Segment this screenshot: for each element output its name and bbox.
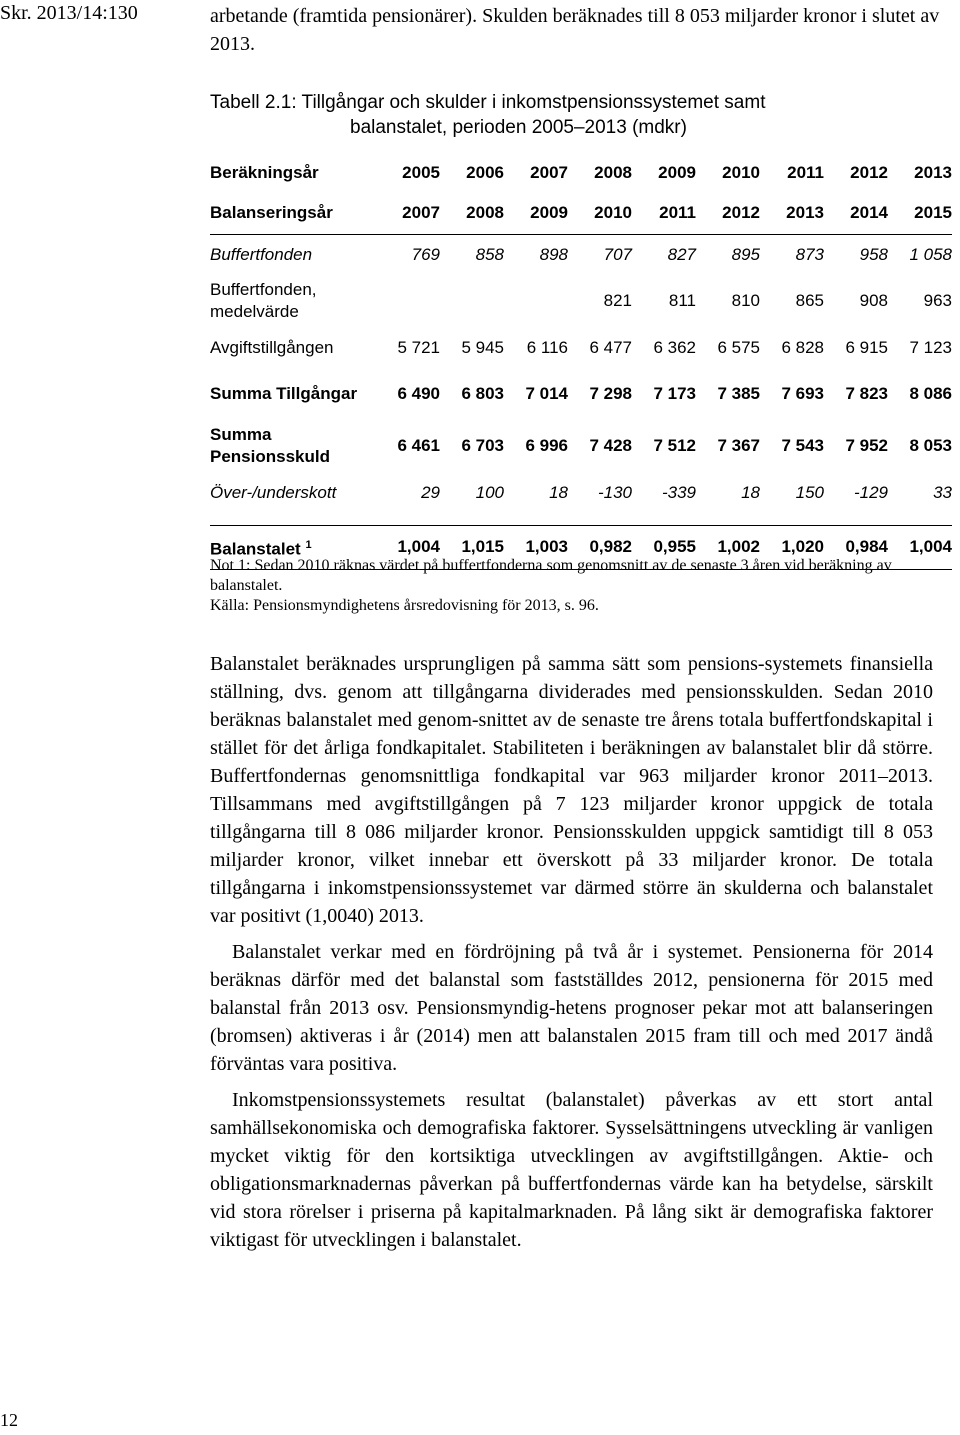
cell: 873 <box>795 244 824 264</box>
paragraph: Inkomstpensionssystemets resultat (balanstalet) påverkas av ett stort antal samhällsekonomiska och demografiska faktorer. Sysselsättningens utveckling är vanligen mycket viktig för den kortsiktiga utvecklingen av avgiftstillgången. Aktie- och obligationsmarknadernas påverkan på buffertfondernas värde kan ha betydelse, särskilt vid stora rörelser i priserna på kapitalmarknaden. På lång sikt är demografiska faktorer viktigast för utvecklingen i balanstalet. <box>210 1089 933 1251</box>
cell: 2011 <box>632 193 696 234</box>
cell: 908 <box>859 291 888 310</box>
cell: 2011 <box>787 162 824 182</box>
cell: 7 123 <box>909 337 952 357</box>
table-row <box>210 327 952 368</box>
cell: 2007 <box>376 193 440 234</box>
page-number: 12 <box>0 1410 18 1430</box>
paragraph: Balanstalet beräknades ursprungligen på samma sätt som pensions-systemets finansiella ställning, dvs. genom att tillgångarna dividerades med pensionsskulden. Sedan 2010 beräknas balanstalet med genom-snittet av de senaste tre årens totala buffertfondskapital i stället för det årliga fondkapitalet. Stabiliteten i beräkningen av balanstalet blir då större. Buffertfondernas genomsnittliga fondkapital var 963 miljarder kronor 2011–2013. Tillsammans med avgiftstillgången på 7 123 miljarder kronor uppgick de totala tillgångarna till 8 086 miljarder kronor. Pensionsskulden uppgick samtidigt till 8 053 miljarder kronor, vilket innebar ett överskott på 33 miljarder kronor. De totala tillgångarna i inkomstpensionssystemet var därmed större än skulderna och balanstalet var positivt (1,0040) 2013. <box>210 653 933 927</box>
cell: 2010 <box>568 193 632 234</box>
cell: 7 298 <box>589 384 632 403</box>
cell: 2013 <box>760 193 824 234</box>
footnote-marker: 1 <box>305 538 312 551</box>
cell: 865 <box>795 291 824 310</box>
cell: 1,015 <box>440 525 504 569</box>
cell: 100 <box>475 482 504 502</box>
cell: 2014 <box>824 193 888 234</box>
cell: 2009 <box>658 162 696 182</box>
cell: 6 803 <box>461 384 504 403</box>
row-label: Avgiftstillgången <box>210 337 334 357</box>
cell: 895 <box>731 244 760 264</box>
assets-liabilities-table <box>210 152 952 570</box>
cell: 7 693 <box>781 384 824 403</box>
cell: 707 <box>603 244 632 264</box>
row-label: Buffertfonden <box>210 244 313 264</box>
cell: 2005 <box>402 162 440 182</box>
table-notes <box>210 556 930 616</box>
cell: 18 <box>741 482 760 502</box>
cell: 2008 <box>440 193 504 234</box>
cell: 963 <box>923 291 952 310</box>
cell: 8 086 <box>909 384 952 403</box>
row-label: Summa Tillgångar <box>210 384 358 403</box>
table-row <box>210 234 952 275</box>
cell: 821 <box>603 291 632 310</box>
row-label: Beräkningsår <box>210 162 319 182</box>
table-divider <box>210 513 952 525</box>
table-header-row <box>210 193 952 234</box>
cell: 6 477 <box>589 337 632 357</box>
table-header-row <box>210 152 952 193</box>
cell: 6 461 <box>397 436 440 455</box>
cell: 0,955 <box>632 525 696 569</box>
cell: 7 367 <box>717 436 760 455</box>
cell: 7 173 <box>653 384 696 403</box>
table-row <box>210 472 952 513</box>
cell <box>376 275 440 327</box>
cell: 6 703 <box>461 436 504 455</box>
cell: 6 915 <box>845 337 888 357</box>
cell: 1,003 <box>504 525 568 569</box>
cell: 1 058 <box>909 244 952 264</box>
footnote: Not 1: Sedan 2010 räknas värdet på buffertfonderna som genomsnitt av de senaste 3 åren vid beräkning av balanstalet. <box>210 557 892 594</box>
table-caption-line2: balanstalet, perioden 2005–2013 (mdkr) <box>350 117 687 138</box>
cell: 2009 <box>504 193 568 234</box>
cell: 33 <box>933 482 952 502</box>
cell: 7 543 <box>781 436 824 455</box>
cell: 827 <box>667 244 696 264</box>
cell: 0,984 <box>824 525 888 569</box>
paragraph: Balanstalet verkar med en fördröjning på två år i systemet. Pensionerna för 2014 beräknas därför med det balanstal som fastställdes 2012, pensionerna för 2015 med balanstal från 2013 osv. Pensionsmyndig-hetens prognoser pekar mot att balanseringen (bromsen) aktiveras i år (2014) men att balanstalen 2015 fram till och med 2017 ändå förväntas vara positiva. <box>210 941 933 1075</box>
cell: -129 <box>853 482 888 502</box>
source-note: Källa: Pensionsmyndighetens årsredovisning för 2013, s. 96. <box>210 597 599 614</box>
cell: 6 362 <box>653 337 696 357</box>
cell: 2013 <box>914 162 952 182</box>
cell: 5 721 <box>397 337 440 357</box>
cell: 6 116 <box>526 337 568 357</box>
table-caption-line1: Tabell 2.1: Tillgångar och skulder i inkomstpensionssystemet samt <box>210 92 766 113</box>
table-row <box>210 420 952 472</box>
cell: 6 996 <box>525 436 568 455</box>
cell: 1,004 <box>888 525 952 569</box>
intro-text: arbetande (framtida pensionärer). Skulden beräknades till 8 053 miljarder kronor i slutet av 2013. <box>210 5 940 55</box>
cell <box>504 275 568 327</box>
cell: 7 512 <box>653 436 696 455</box>
cell: 150 <box>795 482 824 502</box>
row-label: Balanseringsår <box>210 193 376 234</box>
cell: 7 428 <box>589 436 632 455</box>
cell: 2010 <box>722 162 760 182</box>
cell: 811 <box>668 291 696 310</box>
cell: 2006 <box>466 162 504 182</box>
table-row <box>210 275 952 327</box>
cell: 858 <box>475 244 504 264</box>
cell: 6 828 <box>781 337 824 357</box>
body-text <box>210 650 933 1262</box>
table-caption <box>210 90 950 140</box>
cell: 2007 <box>530 162 568 182</box>
table-row <box>210 368 952 420</box>
cell: 7 823 <box>845 384 888 403</box>
cell: 1,020 <box>760 525 824 569</box>
cell: 810 <box>731 291 760 310</box>
cell: 898 <box>539 244 568 264</box>
cell: -130 <box>597 482 632 502</box>
cell: 0,982 <box>568 525 632 569</box>
cell: 7 014 <box>525 384 568 403</box>
cell: 8 053 <box>909 436 952 455</box>
cell: 2012 <box>850 162 888 182</box>
cell: 5 945 <box>461 337 504 357</box>
cell: 2012 <box>696 193 760 234</box>
cell: 2008 <box>594 162 632 182</box>
cell: 1,002 <box>696 525 760 569</box>
cell: 6 490 <box>397 384 440 403</box>
cell: 6 575 <box>717 337 760 357</box>
row-label: Buffertfonden, medelvärde <box>210 280 317 321</box>
row-label: Över-/underskott <box>210 482 337 502</box>
cell: 18 <box>549 482 568 502</box>
cell: 1,004 <box>376 525 440 569</box>
cell <box>440 275 504 327</box>
row-label: Summa Pensionsskuld <box>210 425 330 466</box>
cell: 7 952 <box>845 436 888 455</box>
cell: 958 <box>859 244 888 264</box>
cell: 769 <box>411 244 440 264</box>
document-reference: Skr. 2013/14:130 <box>0 2 138 24</box>
cell: -339 <box>661 482 696 502</box>
cell: 7 385 <box>717 384 760 403</box>
balance-ratio-label: Balanstalet <box>210 539 301 559</box>
cell: 29 <box>421 482 440 502</box>
cell: 2015 <box>888 193 952 234</box>
